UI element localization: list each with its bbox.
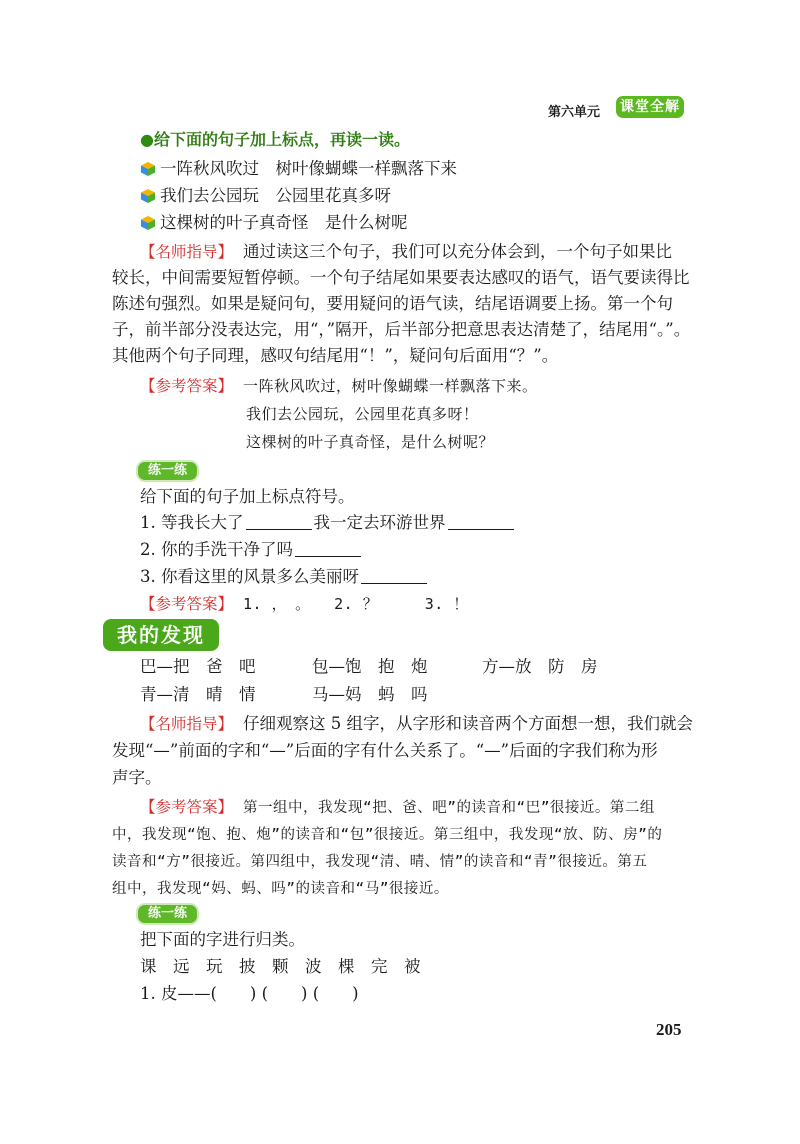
exercise-heading: ●给下面的句子加上标点，再读一读。 [140,130,410,149]
practice-item: 2. 你的手洗干净了吗 [140,540,363,560]
answer-blank[interactable] [448,513,514,530]
answer-tag: 【参考答案】 [140,595,234,613]
guide-line: 较长，中间需要短暂停顿。一个句子结尾如果要表达感叹的语气，语气要读得比 [112,268,690,287]
page-number: 205 [656,1020,682,1039]
guide-line: 发现“—”前面的字和“—”后面的字有什么关系了。“—”后面的字我们称为形 [112,741,658,760]
answer-line: 中，我发现“饱、抱、炮”的读音和“包”很接近。第三组中，我发现“放、防、房”的 [112,827,663,843]
sentence-item: 这棵树的叶子真奇怪 是什么树呢 [140,213,408,233]
answer-line: 组中，我发现“妈、蚂、吗”的读音和“马”很接近。 [112,881,449,897]
section-badge-classroom: 课堂全解 [616,96,684,118]
answer-tag: 【参考答案】 [140,377,234,395]
char-group: 马—妈 蚂 吗 [312,685,428,704]
sentence-item: 一阵秋风吹过 树叶像蝴蝶一样飘落下来 [140,159,457,179]
answer-line: 这棵树的叶子真奇怪，是什么树呢？ [246,433,495,451]
char-group: 方—放 防 房 [482,657,598,676]
unit-label: 第六单元 [548,105,601,120]
cube-icon [140,215,156,231]
cube-icon [140,161,156,177]
guide-tag: 【名师指导】 [140,243,234,261]
answer-line: 【参考答案】 第一组中，我发现“把、爸、吧”的读音和“巴”很接近。第二组 [140,798,655,816]
guide-line: 子，前半部分没表达完，用“，”隔开，后半部分把意思表达清楚了，结尾用“。”。 [112,320,691,339]
answer-blank[interactable] [295,540,361,557]
practice-item: 3. 你看这里的风景多么美丽呀 [140,567,429,587]
char-group: 巴—把 爸 吧 [140,657,256,676]
practice-item: 1. 皮——( ) ( ) ( ) [140,984,359,1003]
guide-line: 声字。 [112,768,162,787]
answer-blank[interactable] [246,513,312,530]
discovery-title: 我的发现 [103,619,219,651]
practice-badge: 练一练 [136,903,199,925]
cube-icon [140,188,156,204]
char-group: 包—饱 抱 炮 [312,657,428,676]
guide-line: 【名师指导】 通过读这三个句子，我们可以充分体会到，一个句子如果比 [140,242,673,261]
practice-instruction: 把下面的字进行归类。 [140,930,305,949]
answer-blank[interactable] [361,567,427,584]
sentence-item: 我们去公园玩 公园里花真多呀 [140,186,391,206]
bullet-icon: ● [140,130,154,149]
answer-line: 读音和“方”很接近。第四组中，我发现“清、晴、情”的读音和“青”很接近。第五 [112,854,648,870]
char-group: 青—清 晴 情 [140,685,256,704]
practice-item: 1. 等我长大了 我一定去环游世界 [140,513,516,533]
answer-line: 我们去公园玩，公园里花真多呀！ [246,405,479,423]
practice-badge: 练一练 [136,460,199,482]
answer-tag: 【参考答案】 [140,798,234,816]
guide-line: 其他两个句子同理，感叹句结尾用“！”，疑问句后面用“？”。 [112,346,559,365]
char-list: 课 远 玩 披 颗 波 棵 完 被 [140,957,421,976]
practice-answer: 【参考答案】 1. ， 。 2. ？ 3. ！ [140,595,469,613]
guide-tag: 【名师指导】 [140,715,234,733]
answer-line: 【参考答案】 一阵秋风吹过，树叶像蝴蝶一样飘落下来。 [140,377,538,395]
guide-line: 陈述句强烈。如果是疑问句，要用疑问的语气读，结尾语调要上扬。第一个句 [112,294,673,313]
practice-instruction: 给下面的句子加上标点符号。 [140,487,355,506]
guide-line: 【名师指导】 仔细观察这 5 组字，从字形和读音两个方面想一想，我们就会 [140,714,694,733]
